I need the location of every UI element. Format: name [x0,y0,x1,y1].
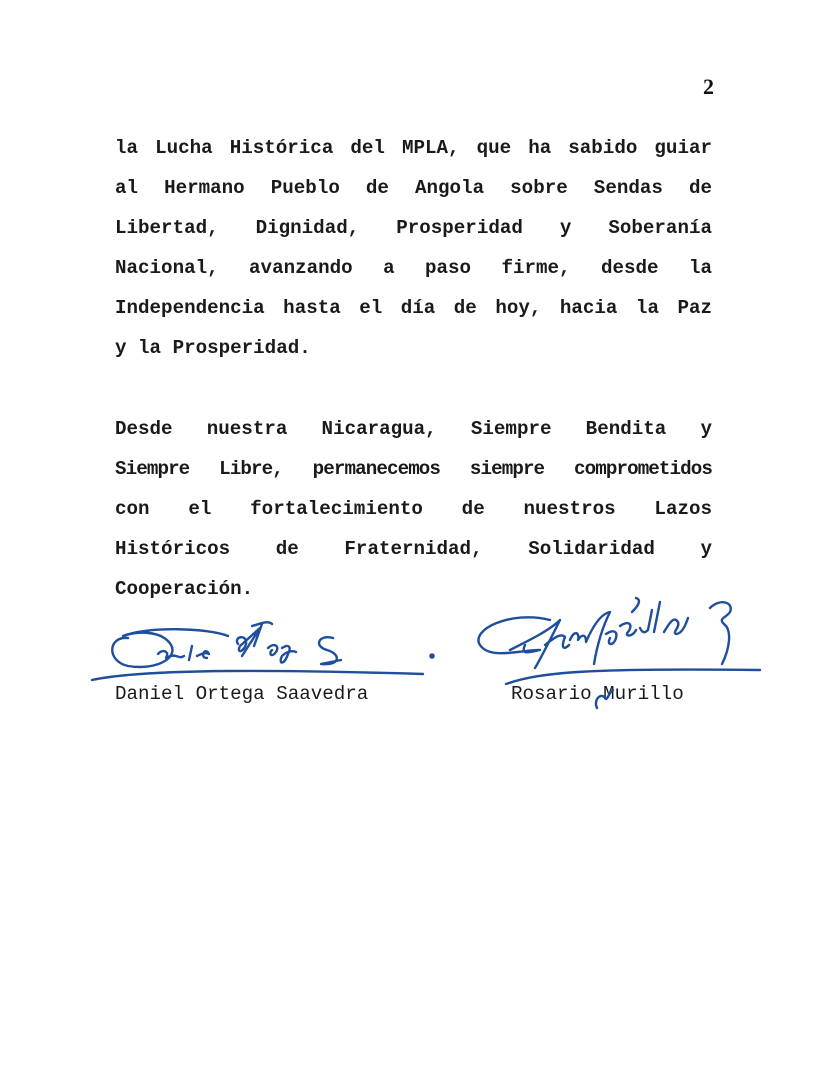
paragraph-2 [115,409,712,609]
text-line: Nacional, avanzando a paso firme, desde la [115,257,712,279]
page-number: 2 [703,74,714,99]
text-line: Independencia hasta el día de hoy, hacia la Paz [115,297,712,319]
text-line: Desde nuestra Nicaragua, Siempre Bendita y [115,418,712,440]
text-line: Históricos de Fraternidad, Solidaridad y [115,538,712,560]
signer-name-rosario-murillo: Rosario Murillo [511,683,684,705]
paragraph-1 [115,128,712,368]
text-line: Siempre Libre, permanecemos siempre comprometidos [115,458,712,480]
text-line: Libertad, Dignidad, Prosperidad y Soberanía [115,217,712,239]
signer-name-daniel-ortega: Daniel Ortega Saavedra [115,683,369,705]
text-line: la Lucha Histórica del MPLA, que ha sabido guiar [115,137,712,159]
signature-daniel-ortega-icon [88,616,448,686]
text-line: con el fortalecimiento de nuestros Lazos [115,498,712,520]
text-line: y la Prosperidad. [115,337,311,359]
text-line: al Hermano Pueblo de Angola sobre Sendas de [115,177,712,199]
text-line: Cooperación. [115,578,254,600]
signature-flourish-icon [591,688,615,710]
